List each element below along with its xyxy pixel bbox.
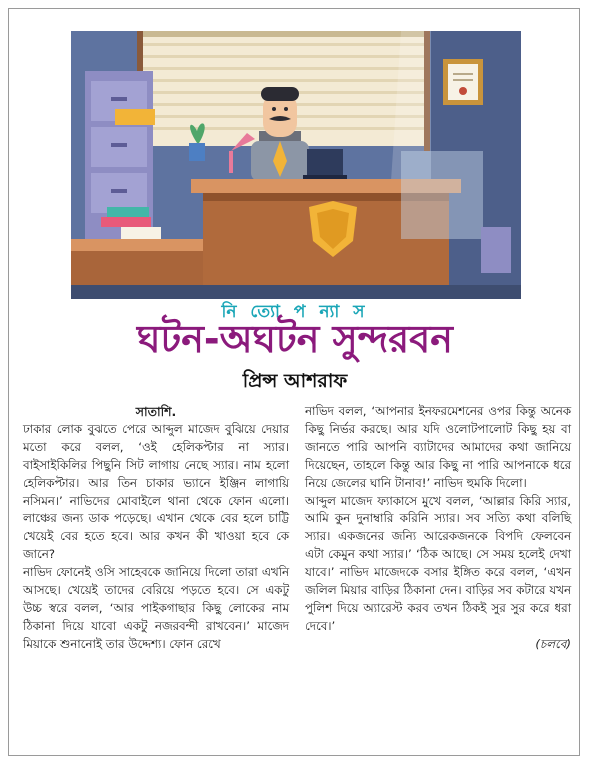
office-scene-image [71, 31, 521, 299]
story-headline: ঘটন-অঘটন সুন্দরবন [137, 317, 453, 361]
text-column-left [23, 403, 289, 654]
paragraph: আব্দুল মাজেদ ফ্যাকাসে মুখে বলল, ‘আল্লার কিরি স্যার, আমি কুন দুনাম্বারি করিনি স্যার। সব সত্যি কথা বলিছি স্যার। একজনের জন্যি আরেকজনকে বিপদি ফেলবেন এটা কেমুন কথা স্যার।’ ‘ঠিক আছে। সে সময় হলেই দেখা যাবে।’ নাভিদ মাজেদকে বসার ইঙ্গিত করে বলল, ‘এখন জলিল মিয়ার বাড়ির ঠিকানা দেন। বাড়ির সব কটারে যখন পুলিশ দিয়ে অ্যারেস্ট করব তখন ঠিকই সুর সুর করে ধরা দেবে।’ [305, 493, 571, 633]
office-illustration [71, 31, 521, 299]
chapter-number: সাতাশি. [135, 404, 177, 419]
author-byline: প্রিন্স আশরাফ [242, 370, 348, 392]
paragraph: নাভিদ ফোনেই ওসি সাহেবকে জানিয়ে দিলো তারা এখনি আসছে। খেয়েই তাদের বেরিয়ে পড়তে হবে। সে একটু উচ্চ স্বরে বলল, ‘আর পাইকগাছার কিছু লোকের নাম ঠিকানা দিয়ে যাবো একটু নজরবন্দী রাখবেন।’ মাজেদ মিয়াকে শুনানোই তার উদ্দেশ্য। ফোন রেখে [23, 565, 289, 651]
newspaper-page [8, 8, 580, 756]
text-column-right [305, 403, 571, 654]
continued-marker: (চলবে) [535, 636, 571, 651]
paragraph: নাভিদ বলল, ‘আপনার ইনফরমেশনের ওপর কিন্তু অনেক কিছু নির্ভর করছে। আর যদি ওলোটপালোট কিছু হয় বা জানতে পারি আপনি ব্যাটাদের আমাদের কথা জানিয়ে দিয়েছেন, তাহলে কিন্তু আর কিছু না পারি আপনাকে ধরে নিয়ে জেলের ঘানি টানাব!’ নাভিদ হুমকি দিলো। [305, 404, 571, 490]
paragraph: ঢাকার লোক বুঝতে পেরে আব্দুল মাজেদ বুঝিয়ে দেয়ার মতো করে বলল, ‘ওই হেলিকপ্টার না স্যার। বাইসাইকিলির পিছুনি সিট লাগায় নেছে স্যার। নাম হলো হেলিকপ্টার। আর তিন চাকার ভ্যানে ইঞ্জিন লাগায়ি নসিমন।’ নাভিদের মোবাইলে থানা থেকে ফোন এলো। লাঞ্চের জন্য ডাক পড়েছে। এখান থেকে বের হলে চাট্টি খেয়েই বের হতে হবে। আর কখন কী খাওয়া হবে কে জানে? [23, 421, 289, 562]
section-kicker: নি ত্যো প ন্যা স [221, 302, 369, 322]
